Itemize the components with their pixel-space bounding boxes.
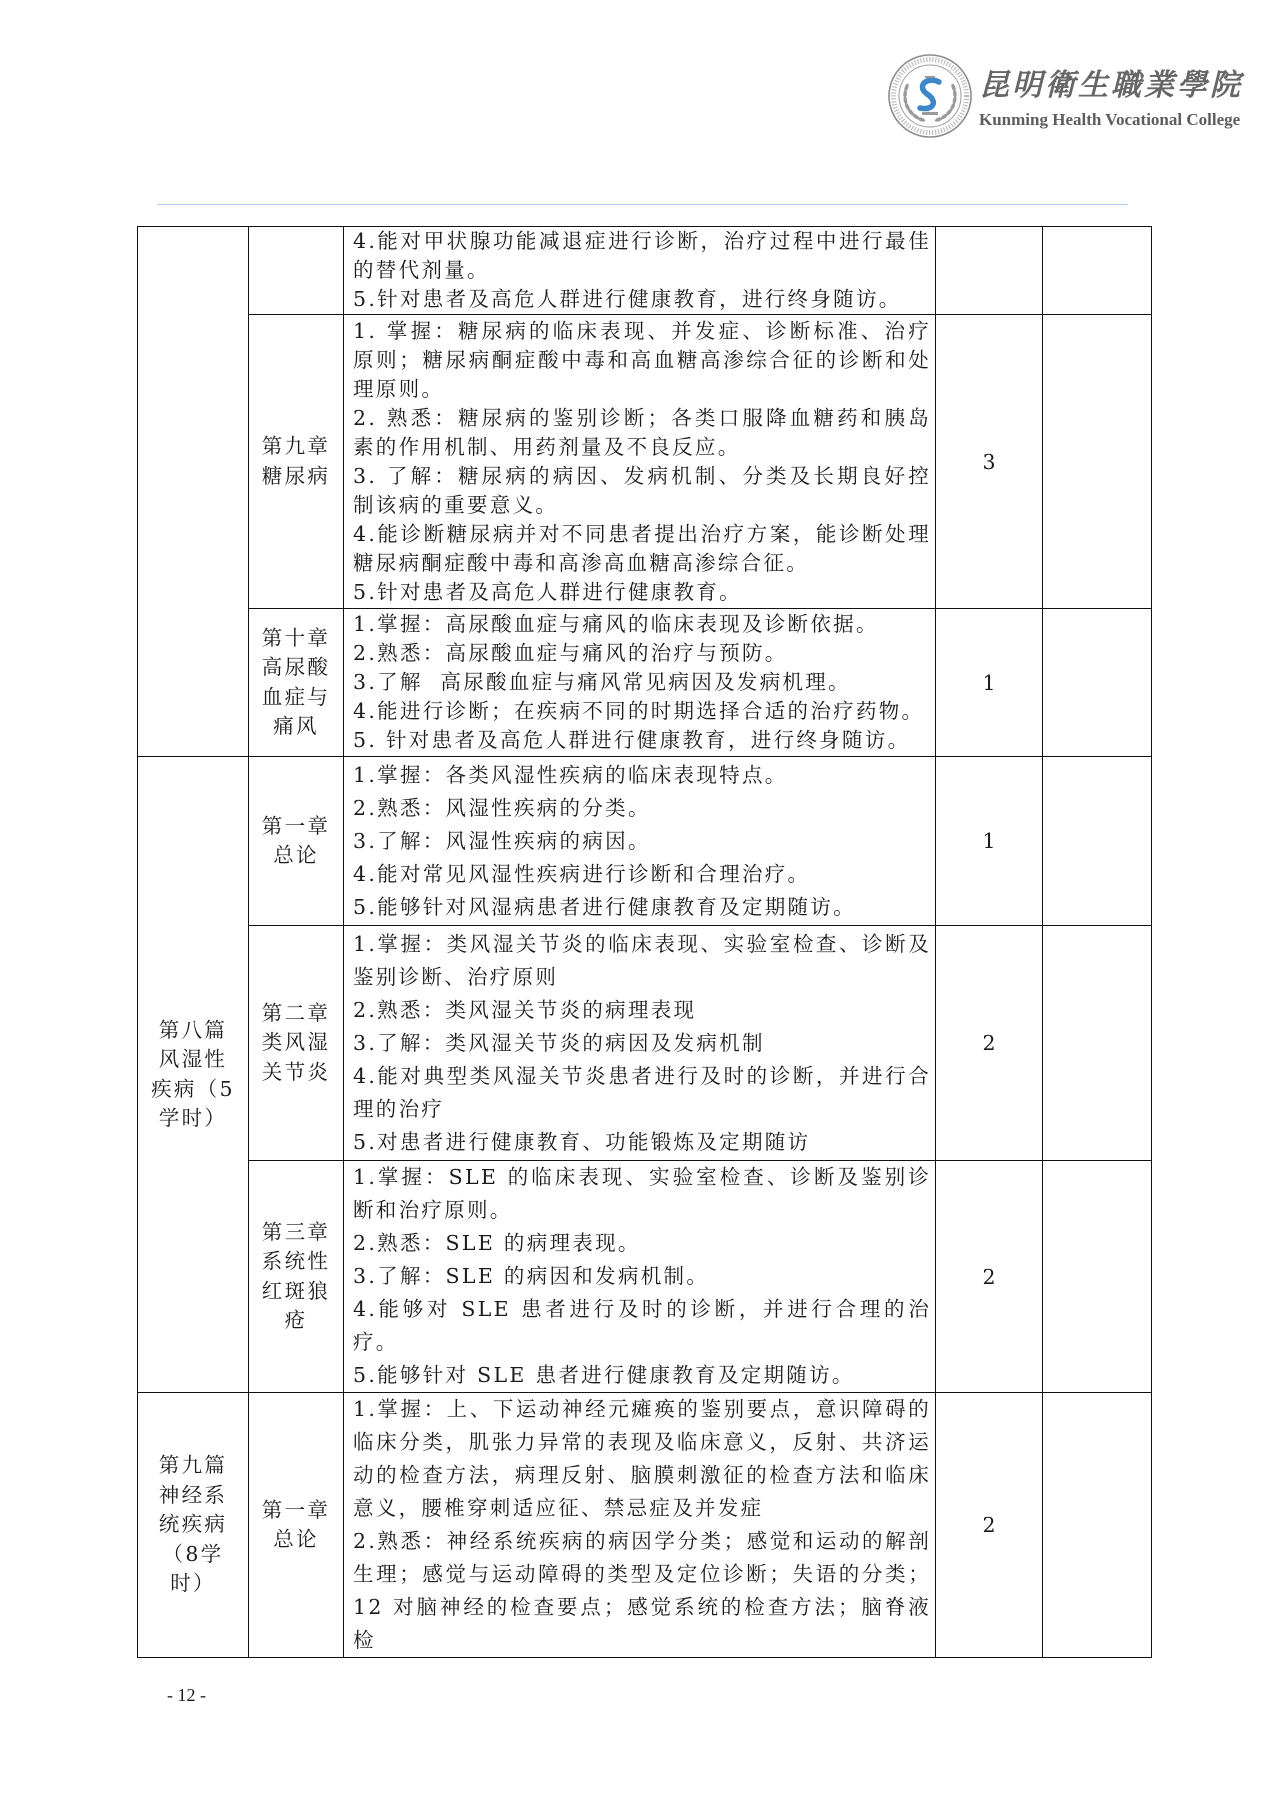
- objective-item: 5.能够针对 SLE 患者进行健康教育及定期随访。: [353, 1363, 855, 1387]
- objective-item: 1.掌握：类风湿关节炎的临床表现、实验室检查、诊断及鉴别诊断、治疗原则: [353, 931, 931, 989]
- objective-item: 2.熟悉：类风湿关节炎的病理表现: [353, 997, 697, 1022]
- chapter-label-line: 高尿酸: [261, 655, 331, 680]
- objective-item: 1. 掌握：糖尿病的临床表现、并发症、诊断标准、治疗原则；糖尿病酮症酸中毒和高血糖高渗综合征的诊断和处理原则。: [353, 318, 931, 401]
- table-row: [138, 609, 1152, 757]
- chapter-label-line: 第十章: [261, 625, 331, 650]
- syllabus-table: [137, 226, 1152, 1658]
- chapter-cell: [249, 227, 344, 315]
- table-row: [138, 926, 1152, 1161]
- table-row: [138, 757, 1152, 926]
- chapter-label-line: 总论: [273, 843, 319, 867]
- header-divider: [158, 204, 1128, 205]
- hours-cell: 1: [936, 609, 1043, 757]
- section-label-line: 风湿性: [158, 1047, 228, 1072]
- chapter-cell: [249, 1161, 344, 1393]
- chapter-cell: [249, 315, 344, 609]
- chapter-label-line: 疮: [284, 1307, 308, 1332]
- chapter-label-line: 第二章: [261, 1000, 331, 1025]
- objective-item: 5.针对患者及高危人群进行健康教育，进行终身随访。: [353, 287, 902, 311]
- page-number: - 12 -: [167, 1685, 206, 1705]
- objective-item: 2.熟悉：SLE 的病理表现。: [353, 1231, 641, 1255]
- objectives-cell: [344, 609, 936, 757]
- objectives-cell: [344, 926, 936, 1161]
- remark-cell: [1043, 609, 1152, 757]
- objectives-cell: [344, 227, 936, 315]
- hours-cell: 1: [936, 757, 1043, 926]
- objective-item: 2. 熟悉：糖尿病的鉴别诊断；各类口服降血糖药和胰岛素的作用机制、用药剂量及不良反应。: [353, 405, 931, 459]
- remark-cell: [1043, 227, 1152, 315]
- hours-cell: 3: [936, 315, 1043, 609]
- objectives-cell: [344, 1161, 936, 1393]
- objective-item: 5.针对患者及高危人群进行健康教育。: [353, 579, 742, 604]
- section-cell: [138, 227, 249, 757]
- remark-cell: [1043, 757, 1152, 926]
- chapter-label-line: 第一章: [261, 813, 331, 838]
- remark-cell: [1043, 1393, 1152, 1658]
- section-label-line: （8学: [162, 1541, 224, 1566]
- objective-item: 3.了解：风湿性疾病的病因。: [353, 828, 651, 853]
- remark-cell: [1043, 315, 1152, 609]
- objective-item: 2.熟悉：风湿性疾病的分类。: [353, 795, 651, 820]
- hours-cell: 2: [936, 1161, 1043, 1393]
- objective-item: 4.能对典型类风湿关节炎患者进行及时的诊断，并进行合理的治疗: [353, 1063, 931, 1121]
- chapter-cell: [249, 926, 344, 1161]
- college-name-en: Kunming Health Vocational College: [979, 110, 1241, 129]
- chapter-label-line: 第三章: [261, 1219, 331, 1244]
- section-label-line: 时）: [170, 1571, 216, 1596]
- hours-cell: 2: [936, 1393, 1043, 1658]
- chapter-label-line: 红斑狼: [261, 1278, 331, 1303]
- college-seal-logo: [887, 53, 973, 139]
- chapter-label-line: 血症与: [261, 684, 331, 709]
- objectives-cell: [344, 757, 936, 926]
- remark-cell: [1043, 926, 1152, 1161]
- table-row: [138, 1393, 1152, 1658]
- chapter-cell: [249, 1393, 344, 1658]
- objective-item: 4.能诊断糖尿病并对不同患者提出治疗方案，能诊断处理糖尿病酮症酸中毒和高渗高血糖高渗综合征。: [353, 521, 931, 575]
- objective-item: 4.能对甲状腺功能减退症进行诊断，治疗过程中进行最佳的替代剂量。: [353, 229, 931, 282]
- objective-item: 2.熟悉：神经系统疾病的病因学分类；感觉和运动的解剖生理；感觉与运动障碍的类型及定位诊断；失语的分类；12 对脑神经的检查要点；感觉系统的检查方法；脑脊液检: [353, 1529, 931, 1652]
- section-label-line: 第九篇: [158, 1453, 228, 1478]
- section-label-line: 疾病（5: [151, 1076, 235, 1101]
- objectives-cell: [344, 315, 936, 609]
- chapter-label-line: 第一章: [261, 1497, 331, 1522]
- objective-item: 3.了解：类风湿关节炎的病因及发病机制: [353, 1030, 765, 1055]
- chapter-cell: [249, 757, 344, 926]
- section-label-line: 神经系: [158, 1482, 228, 1507]
- section-label-line: 第八篇: [158, 1017, 228, 1042]
- objective-item: 4.能对常见风湿性疾病进行诊断和合理治疗。: [353, 861, 811, 886]
- objective-item: 3.了解：SLE 的病因和发病机制。: [353, 1264, 710, 1288]
- objective-item: 3.了解 高尿酸血症与痛风常见病因及发病机理。: [353, 670, 851, 694]
- objective-item: 5.对患者进行健康教育、功能锻炼及定期随访: [353, 1129, 811, 1154]
- chapter-cell: [249, 609, 344, 757]
- chapter-label-line: 总论: [273, 1527, 319, 1551]
- table-row: [138, 227, 1152, 315]
- objective-item: 4.能够对 SLE 患者进行及时的诊断，并进行合理的治疗。: [353, 1297, 931, 1354]
- chapter-label-line: 痛风: [273, 713, 319, 738]
- table-row: [138, 315, 1152, 609]
- hours-cell: [936, 227, 1043, 315]
- chapter-label-line: 类风湿: [261, 1030, 331, 1055]
- objective-item: 3. 了解：糖尿病的病因、发病机制、分类及长期良好控制该病的重要意义。: [353, 463, 931, 517]
- objective-item: 5.能够针对风湿病患者进行健康教育及定期随访。: [353, 894, 856, 919]
- chapter-label-line: 关节炎: [261, 1059, 331, 1084]
- section-label-line: 统疾病: [158, 1512, 228, 1537]
- objective-item: 4.能进行诊断；在疾病不同的时期选择合适的治疗药物。: [353, 699, 925, 723]
- objective-item: 1.掌握：高尿酸血症与痛风的临床表现及诊断依据。: [353, 612, 879, 636]
- objectives-cell: [344, 1393, 936, 1658]
- objective-item: 5. 针对患者及高危人群进行健康教育，进行终身随访。: [353, 728, 911, 752]
- objective-item: 1.掌握：上、下运动神经元瘫痪的鉴别要点，意识障碍的临床分类，肌张力异常的表现及临床意义，反射、共济运动的检查方法，病理反射、脑膜刺激征的检查方法和临床意义，腰椎穿刺适应征、禁忌症及并发症: [353, 1397, 931, 1520]
- section-label-line: 学时）: [158, 1105, 228, 1130]
- objective-item: 2.熟悉：高尿酸血症与痛风的治疗与预防。: [353, 641, 788, 665]
- chapter-label-line: 糖尿病: [261, 463, 331, 488]
- chapter-label-line: 系统性: [261, 1249, 331, 1274]
- college-name-cn: 昆明衛生職業學院: [979, 68, 1243, 103]
- chapter-label-line: 第九章: [261, 434, 331, 459]
- objective-item: 1.掌握：SLE 的临床表现、实验室检查、诊断及鉴别诊断和治疗原则。: [353, 1165, 931, 1222]
- section-cell: [138, 1393, 249, 1658]
- section-cell: [138, 757, 249, 1393]
- table-row: [138, 1161, 1152, 1393]
- objective-item: 1.掌握：各类风湿性疾病的临床表现特点。: [353, 762, 788, 787]
- remark-cell: [1043, 1161, 1152, 1393]
- hours-cell: 2: [936, 926, 1043, 1161]
